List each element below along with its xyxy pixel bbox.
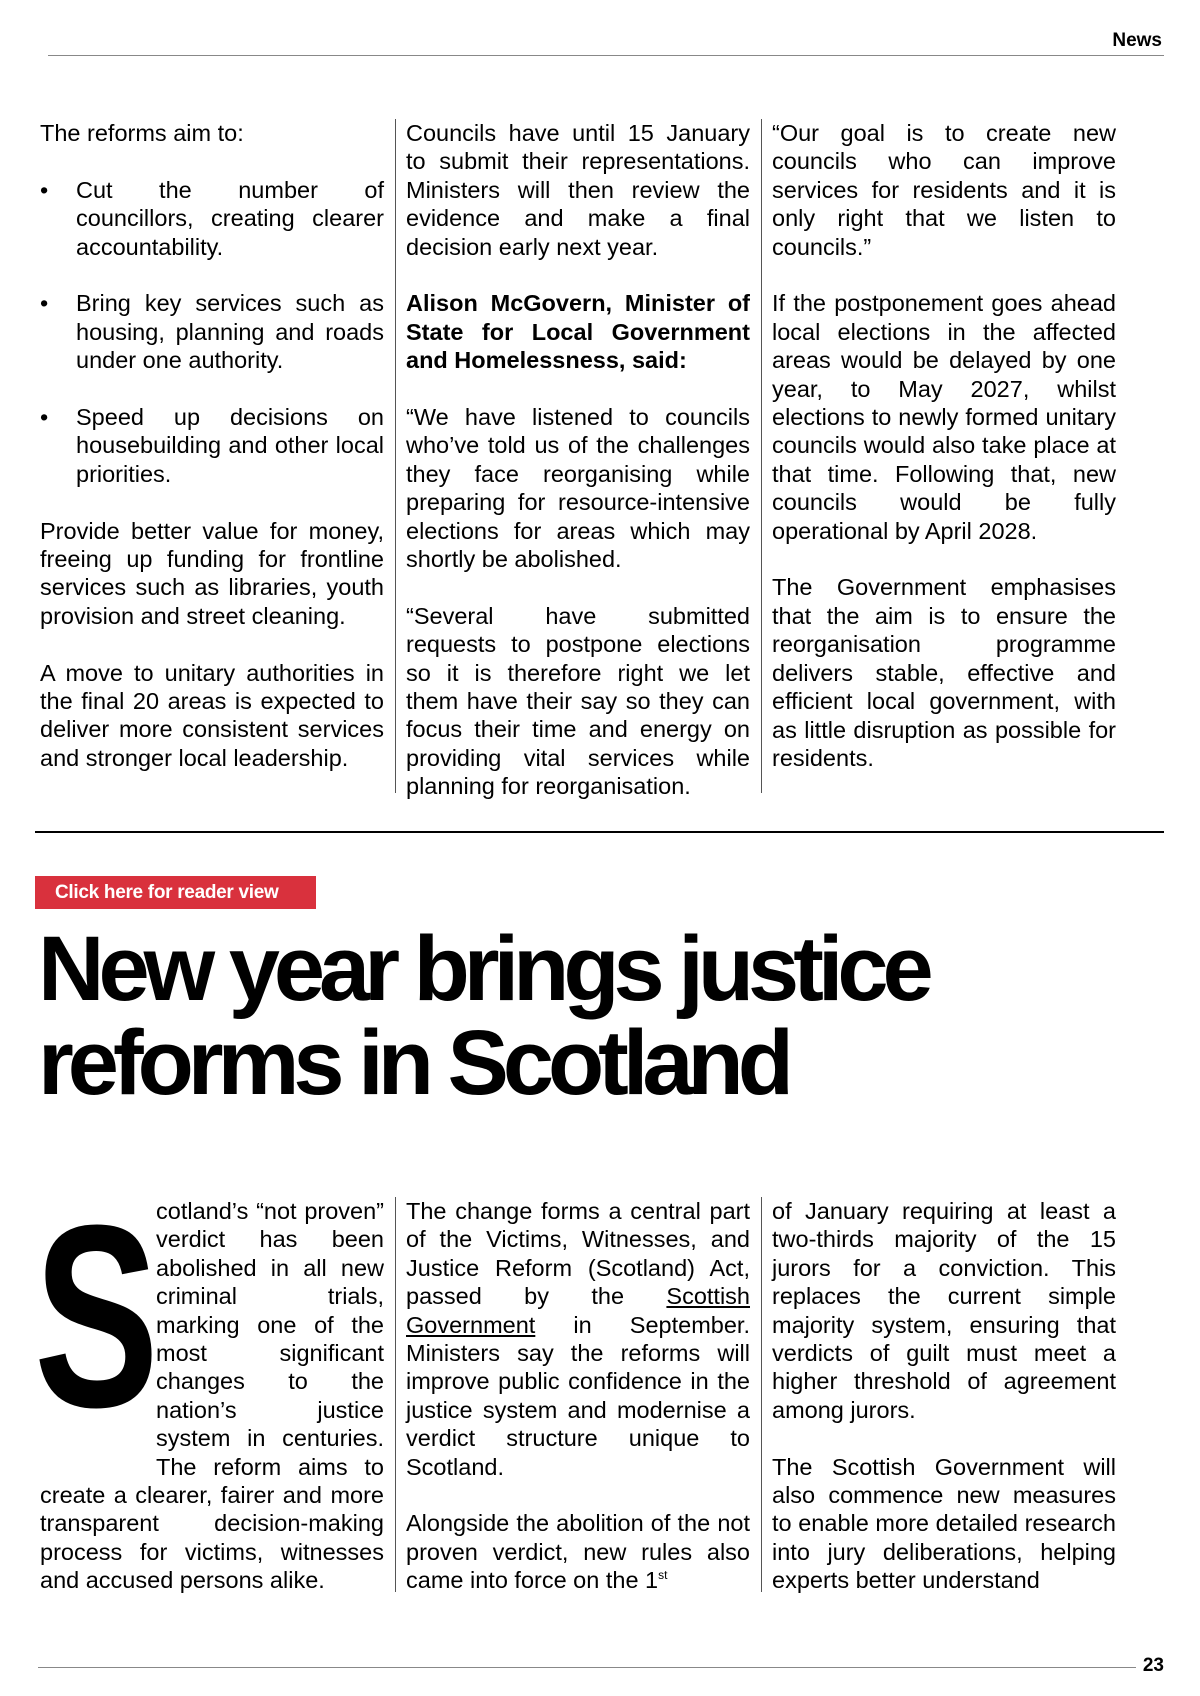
top-article-column-1: [40, 119, 384, 793]
reforms-intro: The reforms aim to:: [40, 120, 244, 146]
drop-cap: S: [34, 1172, 159, 1462]
top-article-columns: [40, 119, 1168, 800]
bullet-item: • Bring key services such as housing, planning and roads under one authority.: [40, 289, 384, 374]
paragraph: The Government emphasises that the aim is to ensure the reorganisation programme delivers stable, effective and efficient local government, with as little disruption as possible for residents.: [772, 574, 1116, 771]
quote-paragraph: “We have listened to councils who’ve told us of the challenges they face reorganising while preparing for resource-intensive elections for areas which may shortly be abolished.: [406, 404, 750, 573]
paragraph: [406, 1509, 750, 1594]
footer-divider: [38, 1667, 1136, 1668]
column-divider: [761, 119, 762, 793]
page-number: 23: [1142, 1655, 1164, 1676]
quote-paragraph: “Several have submitted requests to postpone elections so it is therefore right we let them have their say so they can focus their time and energy on providing vital services while planning for reorganisation.: [406, 602, 750, 800]
top-article-column-3: [772, 119, 1116, 793]
section-divider: [35, 831, 1164, 833]
paragraph-text: The change forms a central part of the Victims, Witnesses, and Justice Reform (Scotland) Act, passed by the: [406, 1198, 750, 1310]
paragraph: A move to unitary authorities in the final 20 areas is expected to deliver more consistent services and stronger local leadership.: [40, 659, 384, 771]
lead-paragraph: [34, 1172, 384, 1595]
bottom-article-column-3: [772, 1197, 1116, 1592]
bullet-item: • Speed up decisions on housebuilding and other local priorities.: [40, 403, 384, 488]
paragraph: If the postponement goes ahead local elections in the affected areas would be delayed by one year, to May 2027, whilst elections to newly formed unitary councils would also take place at that time. Following that, new councils would be fully operational by April 2028.: [772, 290, 1116, 544]
column-divider: [395, 1197, 396, 1592]
bottom-article-column-2: [406, 1197, 750, 1592]
paragraph: of January requiring at least a two-thirds majority of the 15 jurors for a conviction. This replaces the current simple majority system, ensuring that verdicts of guilt must meet a higher threshold of agreement among jurors.: [772, 1198, 1116, 1423]
top-article-column-2: [406, 119, 750, 800]
lead-paragraph-text: cotland’s “not proven” verdict has been abolished in all new criminal trials, marking one of the most significant changes to the nation’s justice system in centuries. The reform aims to create a clearer, fairer and more transparent decision-making process for victims, witnesses and accused persons alike.: [40, 1198, 384, 1594]
paragraph: The Scottish Government will also commence new measures to enable more detailed research into jury deliberations, helping experts better understand: [772, 1453, 1116, 1594]
header-divider: [48, 55, 1164, 56]
superscript: st: [658, 1568, 668, 1583]
reforms-bullet-list: [40, 176, 384, 488]
paragraph: Provide better value for money, freeing up funding for frontline services such as libraries, youth provision and street cleaning.: [40, 517, 384, 629]
quote-paragraph: “Our goal is to create new councils who can improve services for residents and it is only right that we listen to councils.”: [772, 120, 1116, 260]
column-divider: [761, 1197, 762, 1592]
headline-line: New year brings justice: [38, 918, 928, 1020]
bullet-item: • Cut the number of councillors, creating clearer accountability.: [40, 176, 384, 261]
bottom-article-columns: [34, 1172, 1168, 1594]
bottom-article-column-1: [34, 1172, 384, 1594]
column-divider: [395, 119, 396, 793]
paragraph-text: in September. Ministers say the reforms will improve public confidence in the justice system and modernise a verdict structure unique to Scotland.: [406, 1311, 750, 1480]
scottish-government-link[interactable]: Scottish Government: [406, 1283, 750, 1338]
paragraph-text: Alongside the abolition of the not proven verdict, new rules also came into force on the 1: [406, 1510, 750, 1594]
headline-line: reforms in Scotland: [38, 1012, 788, 1114]
reader-view-button[interactable]: Click here for reader view: [35, 876, 316, 909]
speaker-attribution: Alison McGovern, Minister of State for Local Government and Homelessness, said:: [406, 290, 750, 374]
paragraph: Councils have until 15 January to submit their representations. Ministers will then review the evidence and make a final decision early next year.: [406, 120, 750, 260]
section-label: News: [1112, 30, 1162, 51]
paragraph: [406, 1197, 750, 1481]
article-headline: [38, 918, 1158, 1114]
